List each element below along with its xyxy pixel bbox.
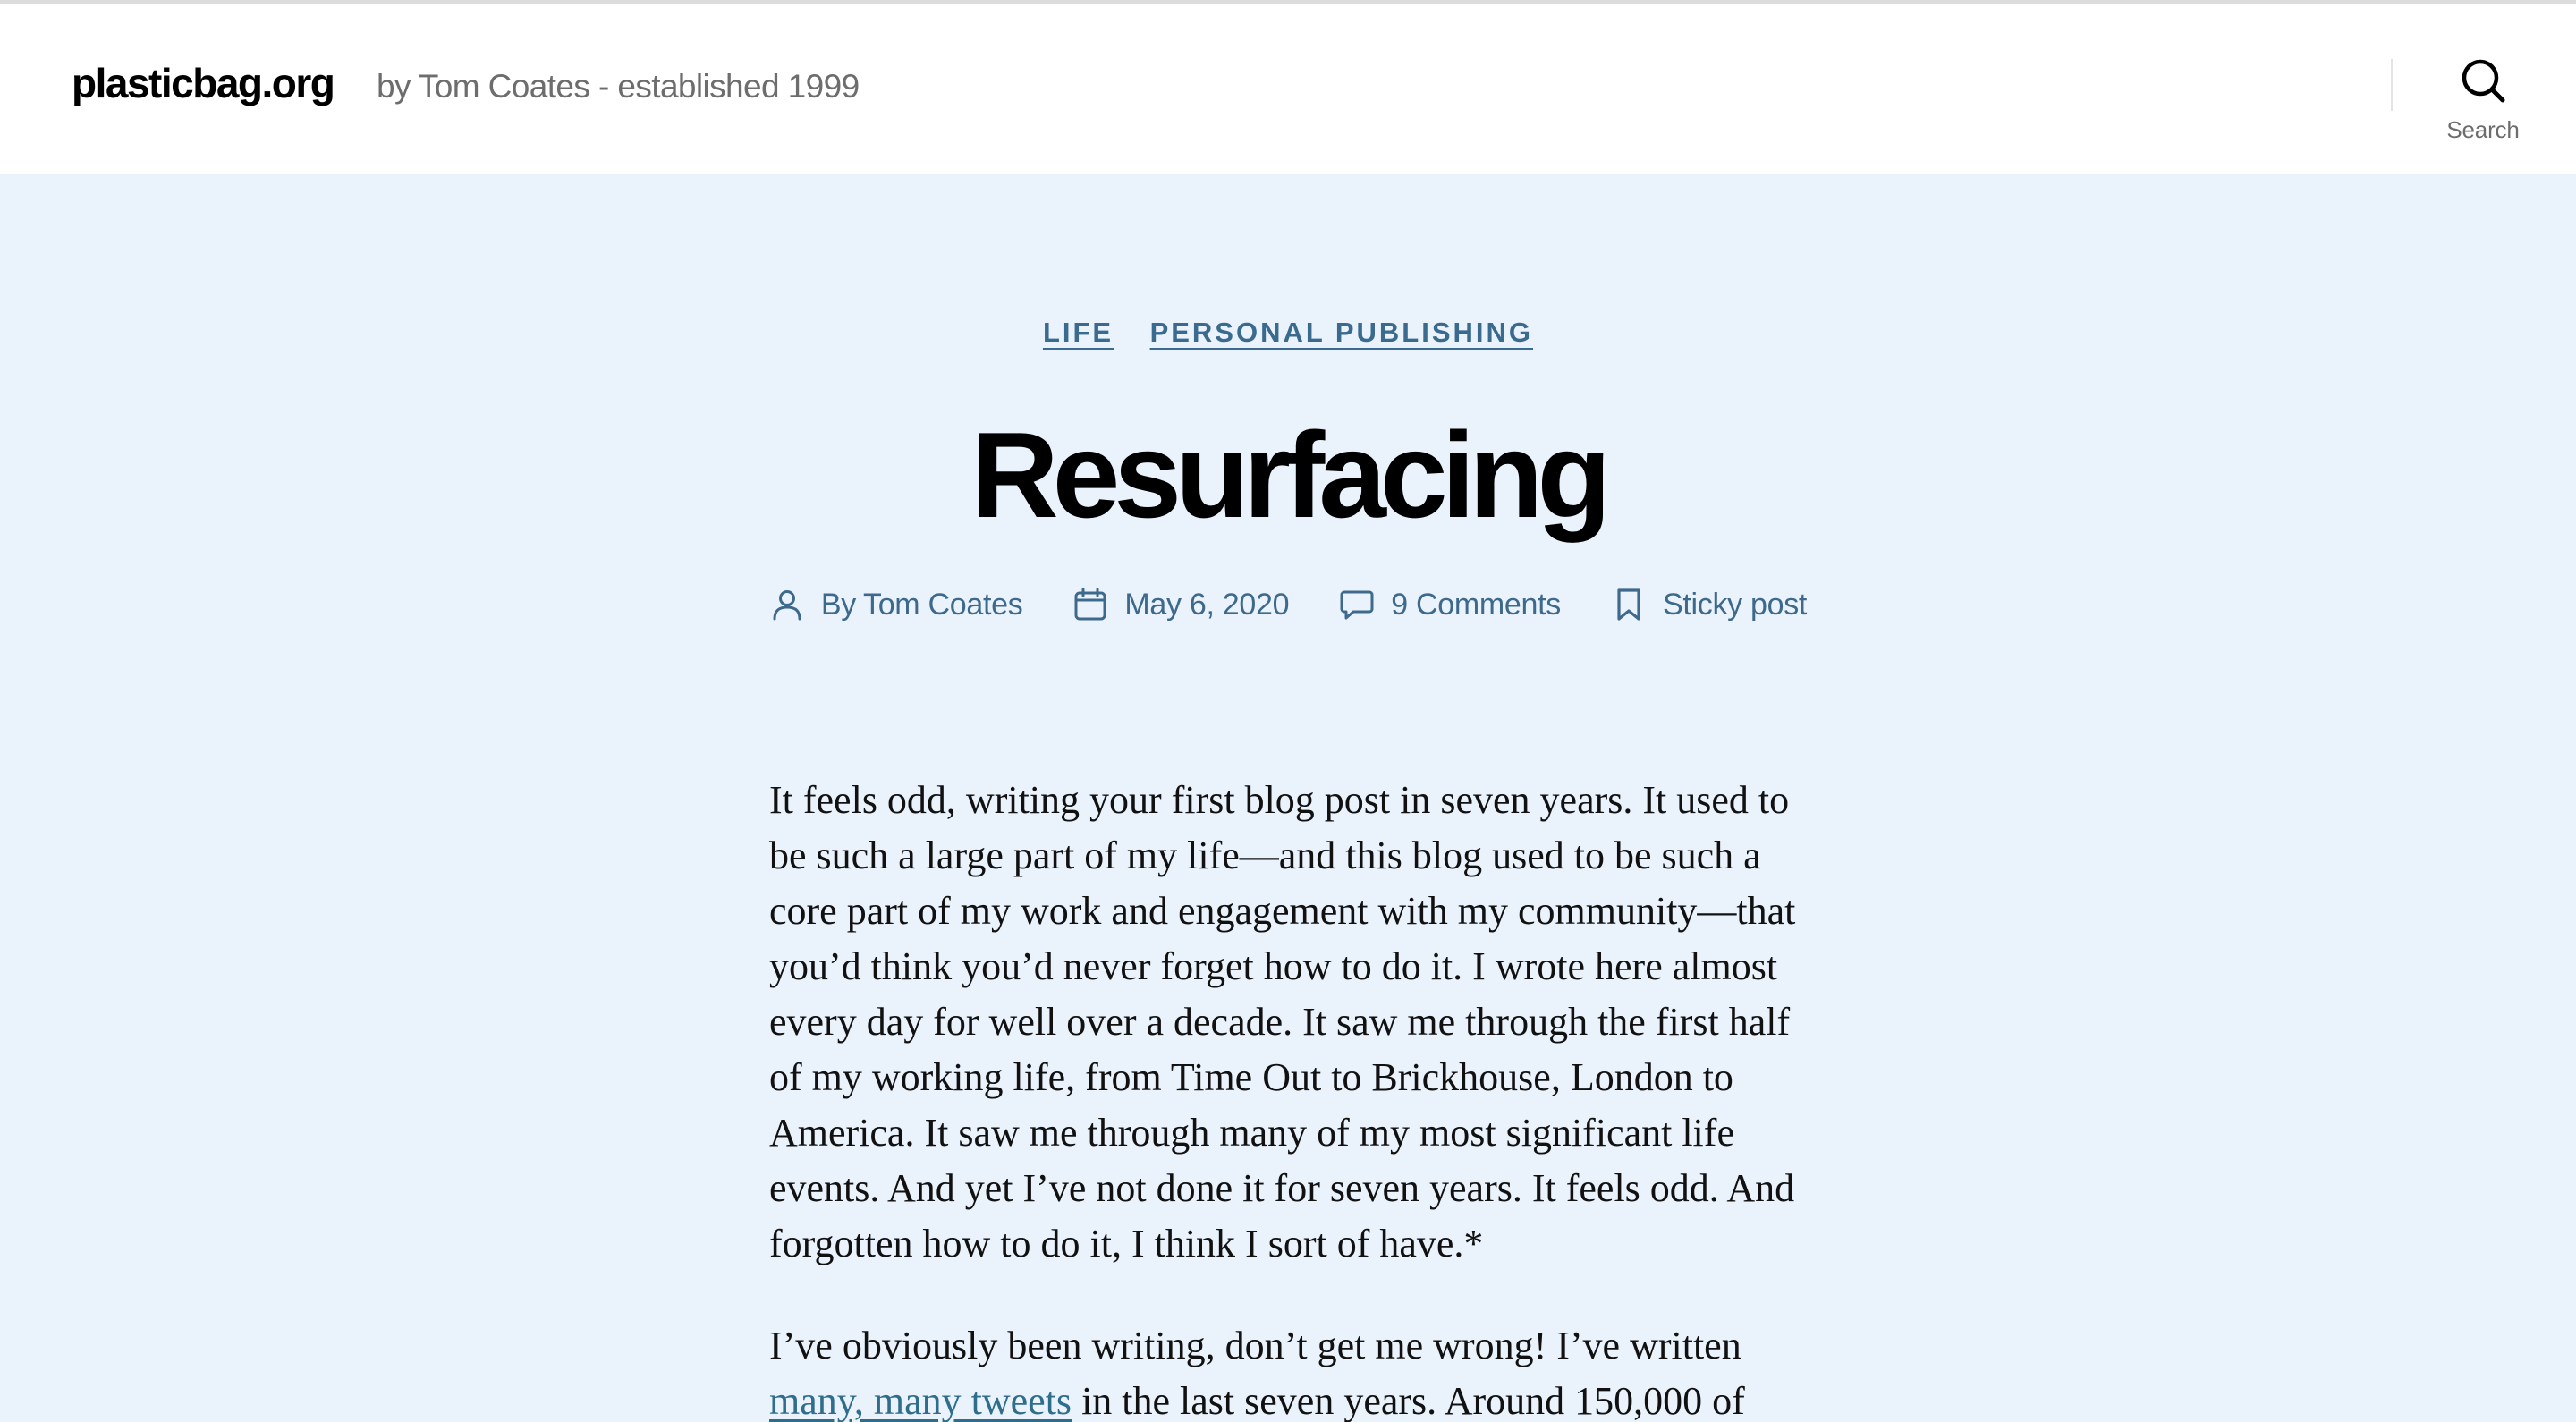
post-title: Resurfacing	[970, 407, 1606, 543]
comments-link[interactable]: 9 Comments	[1391, 587, 1561, 622]
site-description: by Tom Coates - established 1999	[377, 68, 860, 105]
paragraph-text: in the last seven years. Around 150,000 of	[1072, 1379, 1745, 1422]
person-icon	[769, 587, 805, 622]
main-content	[0, 174, 2576, 1422]
site-title-link[interactable]: plasticbag.org	[72, 60, 335, 106]
site-header	[0, 4, 2576, 174]
tweets-link[interactable]: many, many tweets	[769, 1379, 1072, 1422]
post-date	[1072, 587, 1289, 622]
post-paragraph: It feels odd, writing your first blog post in seven years. It used to be such a large part of my life—and this blog used to be such a core part of my work and engagement with my community—that you’d think you’d never forget how to do it. I wrote here almost every day for well over a decade. It saw me through the first half of my working life, from Time Out to Brickhouse, London to America. It saw me through many of my most significant life events. And yet I’ve not done it for seven years. It feels odd. And forgotten how to do it, I think I sort of have.*	[769, 778, 1796, 1265]
search-icon	[2459, 57, 2507, 106]
category-link-personal-publishing[interactable]: PERSONAL PUBLISHING	[1149, 317, 1534, 348]
author-link[interactable]: Tom Coates	[863, 587, 1023, 622]
post-author	[769, 587, 1022, 622]
post-sticky	[1611, 587, 1807, 622]
search-label: Search	[2446, 116, 2520, 143]
post-comments	[1339, 587, 1561, 622]
category-link-life[interactable]: LIFE	[1042, 317, 1114, 348]
date-link[interactable]: May 6, 2020	[1124, 587, 1290, 622]
bookmark-icon	[1611, 587, 1647, 622]
comment-icon	[1339, 587, 1375, 622]
post-categories	[0, 317, 2576, 349]
header-divider	[2391, 59, 2393, 111]
calendar-icon	[1072, 587, 1108, 622]
post-content	[769, 773, 1820, 1422]
post-paragraph	[769, 1318, 1820, 1422]
author-prefix: By	[820, 587, 856, 622]
paragraph-text: I’ve obviously been writing, don’t get me wrong! I’ve written	[769, 1324, 1741, 1367]
sticky-label: Sticky post	[1662, 587, 1808, 622]
post-meta	[0, 587, 2576, 622]
search-toggle-button[interactable]	[2415, 57, 2551, 156]
